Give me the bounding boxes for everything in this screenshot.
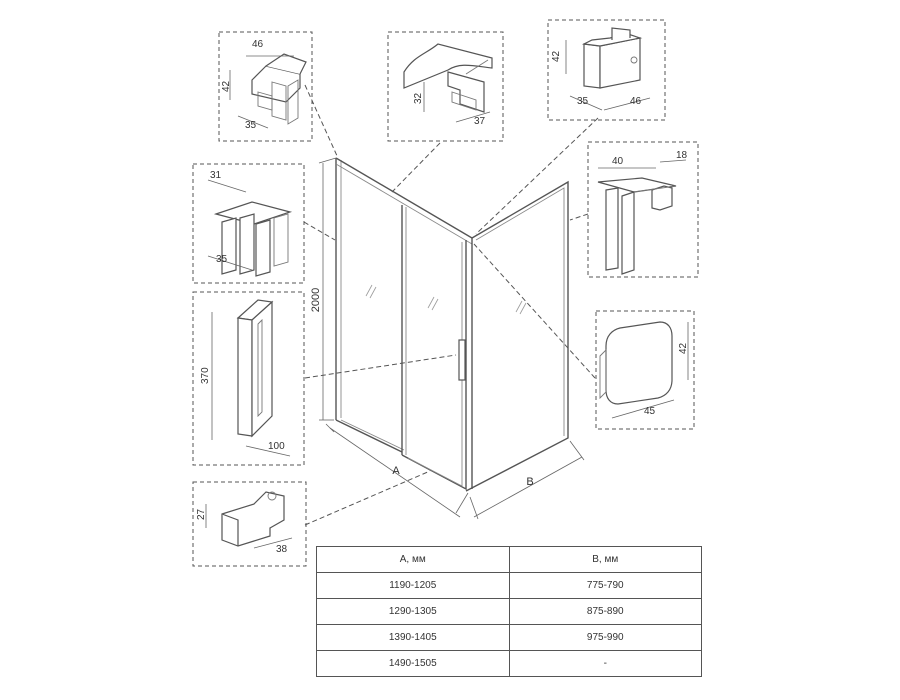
width-a-label: A — [392, 465, 400, 477]
detail-top-rail — [388, 32, 503, 141]
detail-wall-bracket — [548, 20, 665, 120]
dim-text: 35 — [245, 120, 257, 131]
height-label: 2000 — [310, 287, 322, 313]
dim-text: 46 — [252, 39, 264, 50]
dim-text: 38 — [276, 544, 288, 555]
front-fixed-panel — [336, 158, 472, 455]
table-cell: 1490-1505 — [317, 651, 510, 677]
detail-wall-profile-left — [193, 164, 304, 283]
table-row — [317, 573, 702, 599]
detail-wall-profile-right — [588, 142, 698, 277]
table-row — [317, 599, 702, 625]
table-cell: 1290-1305 — [317, 599, 510, 625]
table-cell: 1190-1205 — [317, 573, 510, 599]
size-table — [316, 546, 702, 677]
dim-text: 32 — [413, 92, 424, 104]
dim-text: 40 — [612, 156, 624, 167]
dim-text: 31 — [210, 170, 222, 181]
table-cell: 775-790 — [509, 573, 702, 599]
main-enclosure — [310, 158, 584, 519]
dim-text: 27 — [196, 508, 207, 520]
table-header-row — [317, 547, 702, 573]
table-cell: 1390-1405 — [317, 625, 510, 651]
table-header-a: А, мм — [317, 547, 510, 573]
sliding-door — [402, 240, 466, 489]
dim-text: 35 — [577, 96, 589, 107]
width-a-dimension — [326, 424, 468, 517]
dim-text: 42 — [678, 342, 689, 354]
detail-handle — [193, 292, 304, 465]
table-header-b: В, мм — [509, 547, 702, 573]
detail-bottom-guide — [193, 482, 306, 566]
dim-text: 42 — [221, 80, 232, 92]
door-handle — [459, 340, 465, 380]
table-cell: - — [509, 651, 702, 677]
dim-text: 45 — [644, 406, 656, 417]
table-row — [317, 651, 702, 677]
dim-text: 370 — [200, 367, 211, 384]
glass-reflection-marks — [366, 285, 526, 314]
detail-box — [588, 142, 698, 277]
table-row — [317, 625, 702, 651]
dim-text: 18 — [676, 150, 688, 161]
detail-top-bracket — [219, 32, 312, 141]
table-cell: 975-990 — [509, 625, 702, 651]
height-dimension — [310, 158, 336, 420]
dim-text: 46 — [630, 96, 642, 107]
width-b-label: B — [526, 476, 534, 488]
dim-text: 35 — [216, 254, 228, 265]
dim-text: 42 — [551, 50, 562, 62]
dim-text: 100 — [268, 441, 285, 452]
dim-text: 37 — [474, 116, 486, 127]
table-cell: 875-890 — [509, 599, 702, 625]
leader-lines — [304, 85, 598, 525]
detail-stopper — [596, 311, 694, 429]
